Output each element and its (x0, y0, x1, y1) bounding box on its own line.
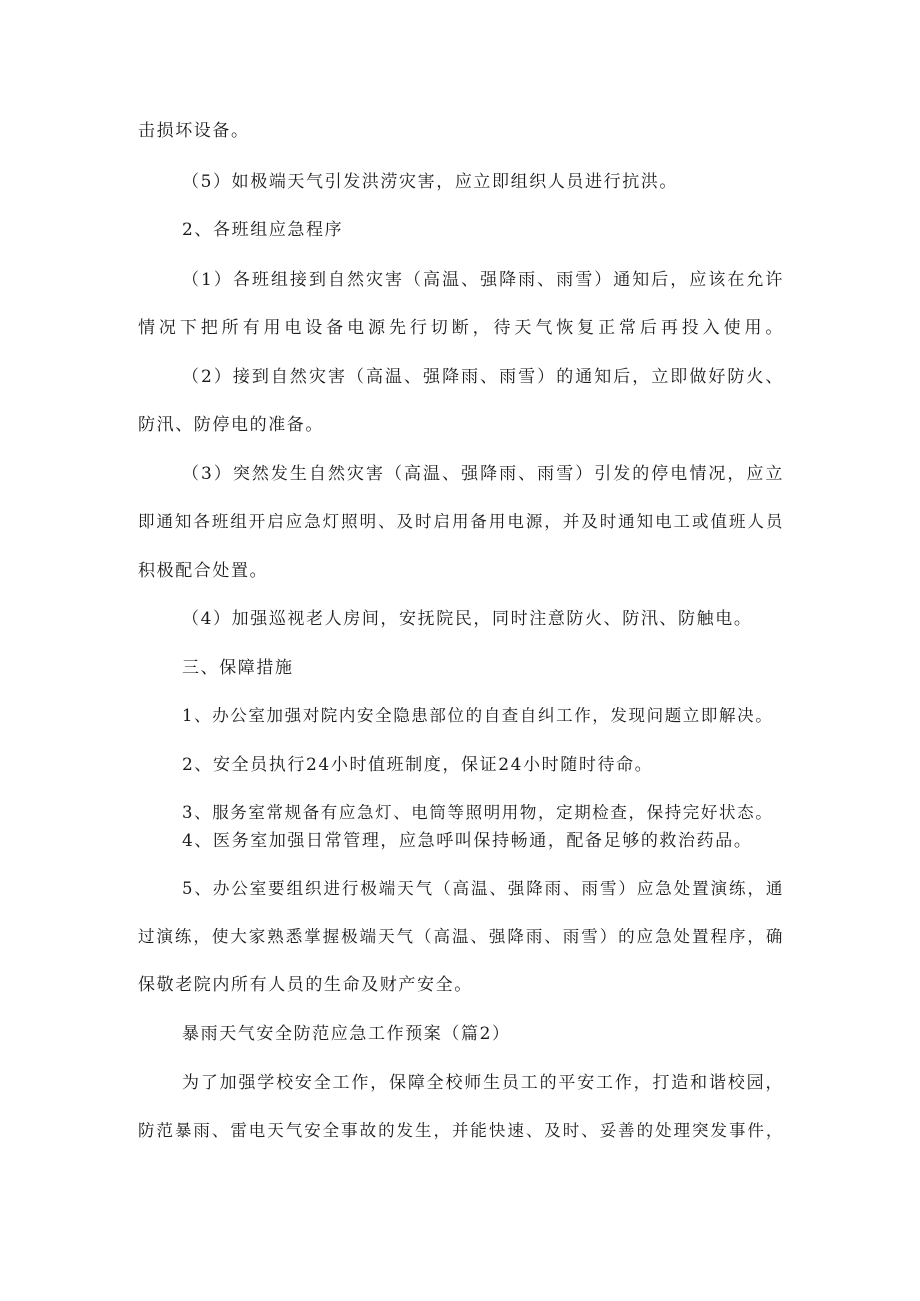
text-line: （1）各班组接到自然灾害（高温、强降雨、雨雪）通知后，应该在允许 (182, 270, 784, 290)
text-line: 过演练，使大家熟悉掌握极端天气（高温、强降雨、雨雪）的应急处置程序，确 (138, 927, 784, 946)
text-line: 积极配合处置。 (138, 561, 269, 581)
text-line: （2）接到自然灾害（高温、强降雨、雨雪）的通知后，立即做好防火、 (182, 367, 784, 387)
text-line: 即通知各班组开启应急灯照明、及时启用备用电源，并及时通知电工或值班人员 (138, 512, 784, 531)
text-line: 2、安全员执行24小时值班制度，保证24小时随时待命。 (182, 755, 654, 775)
text-line: 情况下把所有用电设备电源先行切断，待天气恢复正常后再投入使用。 (138, 318, 784, 338)
text-line: 击损坏设备。 (138, 121, 250, 141)
section-heading: 三、保障措施 (182, 658, 294, 678)
text-line: （4）加强巡视老人房间，安抚院民，同时注意防火、防汛、防触电。 (182, 609, 753, 629)
text-line: 防范暴雨、雷电天气安全事故的发生，并能快速、及时、妥善的处理突发事件， (138, 1121, 784, 1140)
text-line: 3、服务室常规备有应急灯、电筒等照明用物，定期检查，保持完好状态。 (182, 803, 774, 822)
text-line: （5）如极端天气引发洪涝灾害，应立即组织人员进行抗洪。 (182, 172, 679, 192)
section-heading: 2、各班组应急程序 (182, 220, 344, 240)
text-line: 保敬老院内所有人员的生命及财产安全。 (138, 975, 473, 995)
text-line: （3）突然发生自然灾害（高温、强降雨、雨雪）引发的停电情况，应立 (182, 464, 784, 484)
text-line: 5、办公室要组织进行极端天气（高温、强降雨、雨雪）应急处置演练，通 (182, 879, 784, 898)
text-line: 4、医务室加强日常管理，应急呼叫保持畅通，配备足够的救治药品。 (182, 831, 753, 851)
text-line: 防汛、防停电的准备。 (138, 415, 324, 435)
text-line: 1、办公室加强对院内安全隐患部位的自查自纠工作，发现问题立即解决。 (182, 706, 774, 725)
text-line: 为了加强学校安全工作，保障全校师生员工的平安工作，打造和谐校园， (182, 1073, 784, 1093)
article-title: 暴雨天气安全防范应急工作预案（篇2） (182, 1024, 511, 1044)
